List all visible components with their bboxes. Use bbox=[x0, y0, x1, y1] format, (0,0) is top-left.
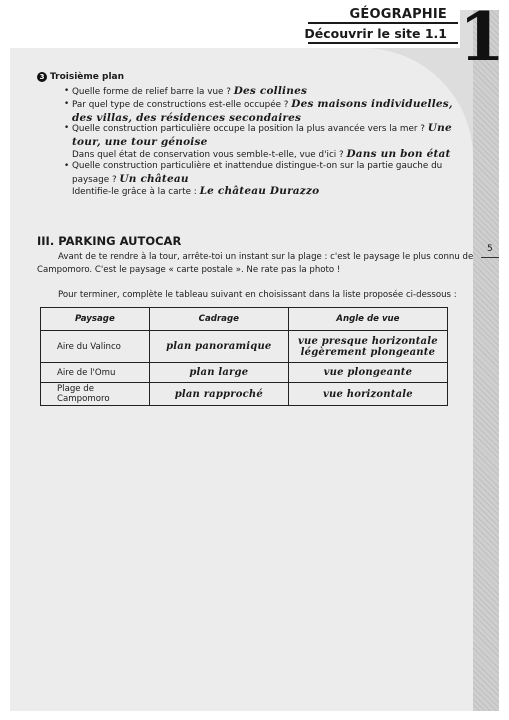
question-text: Quelle construction particulière occupe la position la plus avancée vers la mer ? bbox=[72, 124, 425, 134]
question-text: Quelle construction particulière et inattendue distingue-t-on sur la partie gauche du paysage ? bbox=[72, 161, 443, 185]
cell-cadrage bbox=[149, 383, 288, 406]
number-badge: 3 bbox=[37, 72, 47, 82]
paragraph-line: Campomoro. C'est le paysage « carte postale ». Ne rate pas la photo ! bbox=[37, 265, 341, 275]
answer-text: plan rapproché bbox=[174, 388, 263, 400]
chapter-number: 1 bbox=[459, 0, 505, 76]
bullet-icon: • bbox=[64, 86, 70, 96]
answer-text: vue horizontale bbox=[323, 388, 413, 400]
paragraph-line: Avant de te rendre à la tour, arrête-toi un instant sur la plage : c'est le paysage le plus connu de bbox=[58, 252, 474, 262]
question-item bbox=[64, 160, 460, 187]
section-heading-text: Troisième plan bbox=[50, 72, 125, 82]
answer-text: légèrement plongeante bbox=[300, 346, 436, 358]
margin-stripe bbox=[473, 10, 499, 711]
answer-text: Des maisons individuelles, des villas, des résidences secondaires bbox=[72, 98, 453, 124]
table-row bbox=[41, 331, 448, 363]
column-header: Paysage bbox=[41, 308, 150, 331]
cell-paysage: Plage de Campomoro bbox=[41, 383, 150, 406]
answer-text: Le château Durazzo bbox=[199, 185, 320, 197]
section-title: III. PARKING AUTOCAR bbox=[37, 234, 182, 248]
question-item bbox=[64, 122, 460, 150]
answer-text: Un château bbox=[119, 173, 189, 185]
cell-paysage: Aire du Valinco bbox=[41, 331, 150, 363]
question-text: Dans quel état de conservation vous semble-t-elle, vue d'ici ? bbox=[72, 150, 344, 160]
page-number-rule bbox=[481, 257, 499, 258]
bullet-icon: • bbox=[64, 123, 70, 133]
answer-text: Une tour, une tour génoise bbox=[72, 122, 452, 148]
question-item-followup bbox=[72, 185, 460, 199]
bullet-icon: • bbox=[64, 161, 70, 171]
subject-title: GÉOGRAPHIE bbox=[349, 7, 447, 22]
table-row bbox=[41, 363, 448, 383]
cell-angle bbox=[288, 331, 447, 363]
answer-text: Dans un bon état bbox=[346, 148, 451, 160]
instruction-paragraph: Pour terminer, complète le tableau suivant en choisissant dans la liste proposée ci-dessous : bbox=[58, 290, 457, 300]
question-text: Identifie-le grâce à la carte : bbox=[72, 187, 197, 197]
lesson-subtitle: Découvrir le site 1.1 bbox=[304, 26, 447, 41]
bullet-icon: • bbox=[64, 99, 70, 109]
answer-text: vue presque horizontale bbox=[298, 335, 438, 347]
page-number: 5 bbox=[487, 244, 493, 254]
answer-text: Des collines bbox=[233, 85, 308, 97]
column-header: Angle de vue bbox=[288, 308, 447, 331]
table-row bbox=[41, 383, 448, 406]
answer-text: plan large bbox=[189, 367, 249, 378]
section-heading bbox=[37, 72, 124, 82]
column-header: Cadrage bbox=[149, 308, 288, 331]
cell-cadrage bbox=[149, 331, 288, 363]
question-text: Par quel type de constructions est-elle occupée ? bbox=[72, 100, 289, 110]
table-header-row bbox=[41, 308, 448, 331]
answer-table bbox=[40, 307, 448, 406]
header-rule-top bbox=[308, 22, 458, 24]
question-item bbox=[64, 85, 460, 99]
cell-angle bbox=[288, 363, 447, 383]
cell-angle bbox=[288, 383, 447, 406]
answer-text: plan panoramique bbox=[166, 341, 272, 352]
header-rule-bottom bbox=[308, 42, 458, 44]
question-text: Quelle forme de relief barre la vue ? bbox=[72, 87, 231, 97]
cell-paysage: Aire de l'Omu bbox=[41, 363, 150, 383]
answer-text: vue plongeante bbox=[323, 367, 413, 378]
cell-cadrage bbox=[149, 363, 288, 383]
